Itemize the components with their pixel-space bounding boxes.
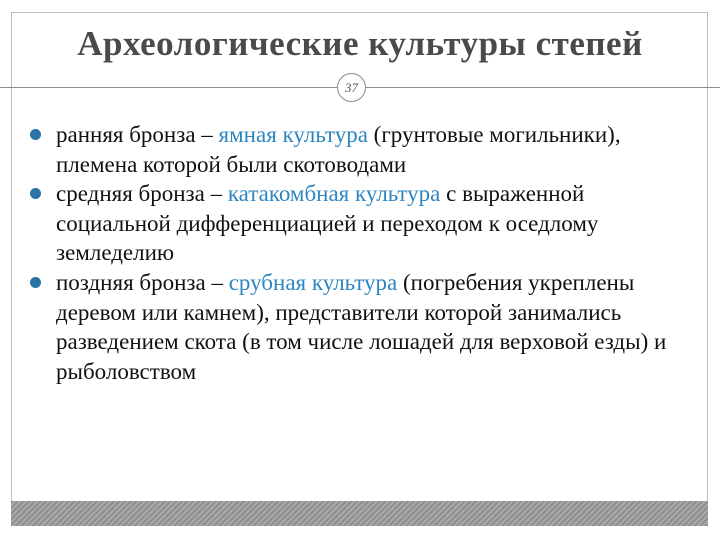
culture-name-highlight: ямная культура bbox=[218, 122, 368, 147]
bullet-text-lead: ранняя бронза – bbox=[56, 122, 219, 147]
bullet-text-rest: (погребения укреплены деревом или камнем), представители которой занимались разведением скота (в том числе лошадей для верховой езды) и рыболовством bbox=[56, 269, 667, 384]
bullet-item-late-bronze bbox=[24, 268, 688, 386]
bullet-text-rest: с выраженной социальной дифференциацией и переходом к оседлому земледелию bbox=[56, 181, 599, 266]
culture-name-highlight: срубная культура bbox=[228, 269, 398, 295]
bullet-item-middle-bronze bbox=[24, 179, 688, 268]
culture-name-highlight: катакомбная культура bbox=[227, 181, 441, 207]
bullet-text-rest: (грунтовые могильники), племена которой были скотоводами bbox=[56, 122, 621, 177]
bullet-list bbox=[24, 120, 688, 386]
page-number-badge: 37 bbox=[337, 73, 366, 102]
bullet-text-lead: поздняя бронза – bbox=[56, 269, 229, 295]
bullet-item-early-bronze bbox=[24, 120, 688, 179]
footer-stripe-bar bbox=[11, 501, 708, 526]
bullet-dot-icon bbox=[30, 277, 41, 288]
bullet-dot-icon bbox=[30, 129, 41, 140]
bullet-text-lead: средняя бронза – bbox=[56, 181, 228, 207]
slide-title: Археологические культуры степей bbox=[77, 24, 643, 63]
bullet-dot-icon bbox=[30, 188, 41, 199]
